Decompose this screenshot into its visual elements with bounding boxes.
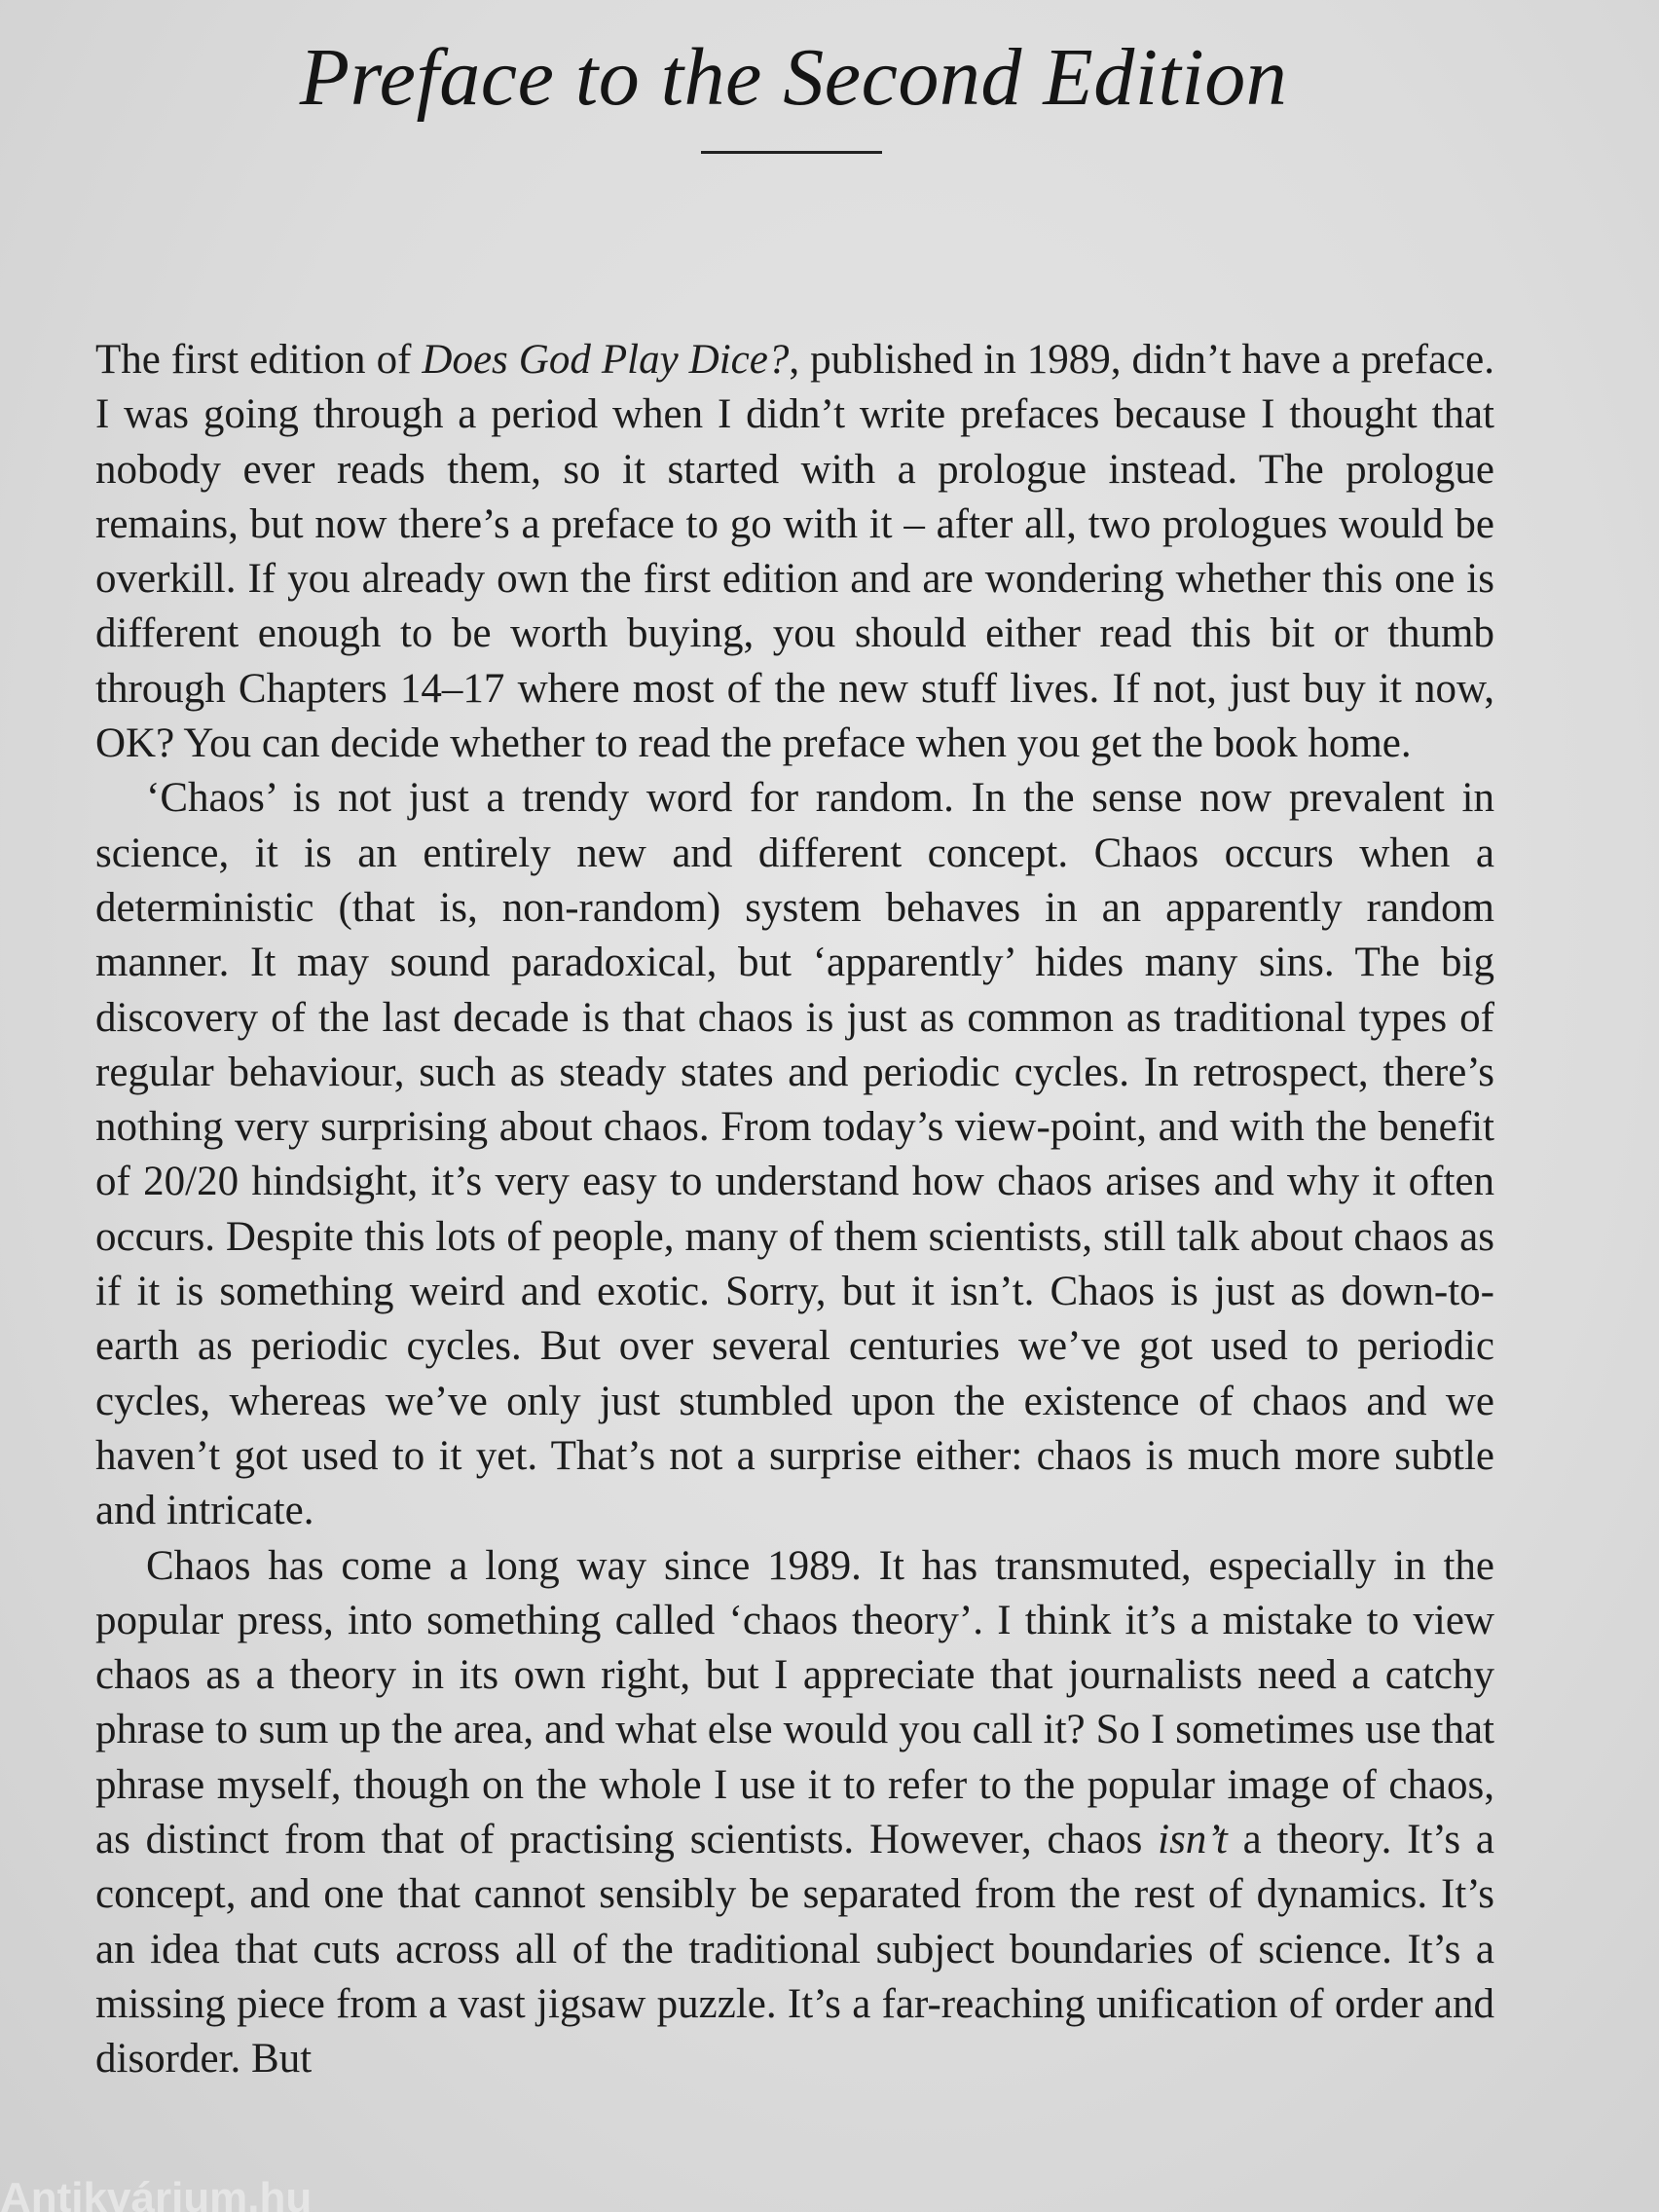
body-text (95, 333, 1494, 2087)
paragraph-1-text-end: , published in 1989, didn’t have a preface. I was going through a period when I didn’t write prefaces because I thought that nobody ever reads them, so it started with a prologue instead. The prologue remains, but now there’s a preface to go with it – after all, two prologues would be overkill. If you already own the first edition and are wondering whether this one is different enough to be worth buying, you should either read this bit or thumb through Chapters 14–17 where most of the new stuff lives. If not, just buy it now, OK? You can decide whether to read the preface when you get the book home. (95, 337, 1494, 767)
paragraph-3-text-start: Chaos has come a long way since 1989. It has transmuted, especially in the popular press, into something called ‘chaos theory’. I think it’s a mistake to view chaos as a theory in its own right, but I appreciate that journalists need a catchy phrase to sum up the area, and what else would you call it? So I sometimes use that phrase myself, though on the whole I use it to refer to the popular image of chaos, as distinct from that of practising scientists. However, chaos (95, 1542, 1494, 1863)
book-title-italic: Does God Play Dice? (422, 337, 790, 383)
page-title: Preface to the Second Edition (299, 32, 1288, 123)
emphasis-isnt: isn’t (1158, 1817, 1228, 1863)
paragraph-3 (95, 1539, 1494, 2087)
paragraph-1 (95, 333, 1494, 771)
paragraph-1-text-start: The first edition of (95, 337, 423, 383)
title-divider (701, 151, 882, 154)
paragraph-3-text-end: a theory. It’s a concept, and one that cannot sensibly be separated from the rest of dynamics. It’s an idea that cuts across all of the traditional subject boundaries of science. It’s a missing piece from a vast jigsaw puzzle. It’s a far-reaching unification of order and disorder. But (95, 1817, 1494, 2083)
paragraph-2: ‘Chaos’ is not just a trendy word for random. In the sense now prevalent in science, it is an entirely new and different concept. Chaos occurs when a deterministic (that is, non-random) system behaves in an apparently random manner. It may sound paradoxical, but ‘apparently’ hides many sins. The big discovery of the last decade is that chaos is just as common as traditional types of regular behaviour, such as steady states and periodic cycles. In retrospect, there’s nothing very surprising about chaos. From today’s view-point, and with the benefit of 20/20 hindsight, it’s very easy to understand how chaos arises and why it often occurs. Despite this lots of people, many of them scientists, still talk about chaos as if it is something weird and exotic. Sorry, but it isn’t. Chaos is just as down-to-earth as periodic cycles. But over several centuries we’ve got used to periodic cycles, whereas we’ve only just stumbled upon the existence of chaos and we haven’t got used to it yet. That’s not a surprise either: chaos is much more subtle and intricate. (95, 775, 1494, 1534)
watermark: Antikvárium.hu (0, 2177, 313, 2212)
